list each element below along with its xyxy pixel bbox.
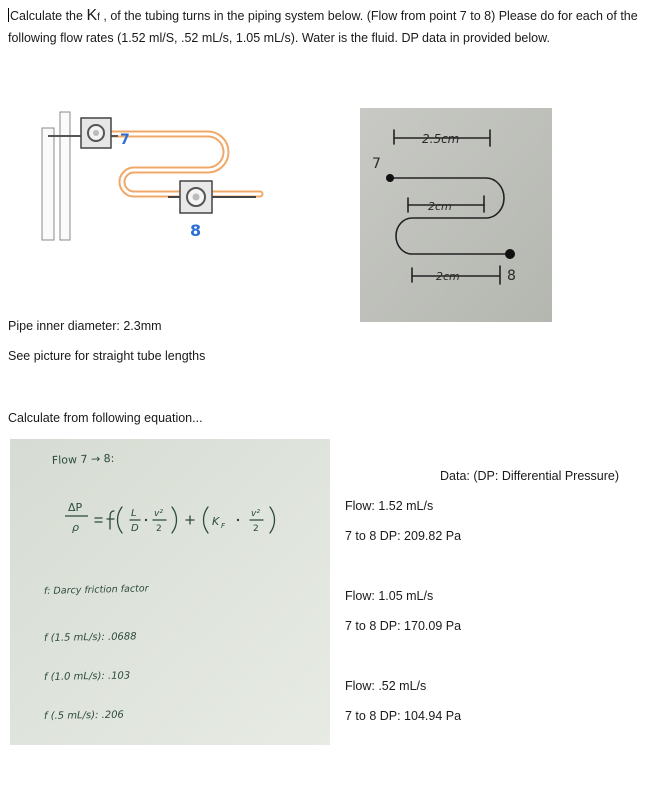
diagram-label-end: 8 [190,221,202,240]
svg-text:D: D [131,523,139,534]
data-dp-3: 7 to 8 DP: 104.94 Pa [345,709,462,723]
question-suffix: , of the tubing turns in the piping system below. (Flow from point 7 to 8) Please do for each of the following flow rates (1.52 ml/S, .52 mL/s, 1.05 mL/s). Water is the fluid. DP data in provided below. [8,9,638,45]
data-title: Data: (DP: Differential Pressure) [440,469,619,483]
sketch-label-start: 7 [372,156,381,172]
svg-text:F: F [221,522,226,530]
question-first-letter: C [10,9,20,23]
friction-factor-0-5: f (.5 mL/s): .206 [43,709,124,722]
sketch-length-top: 2.5cm [422,132,460,146]
data-dp-2: 7 to 8 DP: 170.09 Pa [345,619,462,633]
eq-lhs-denominator: ρ [72,521,79,534]
data-flow-3: Flow: .52 mL/s [345,679,427,693]
sketch-label-end: 8 [507,268,516,284]
svg-text:2: 2 [253,524,259,534]
piping-diagram [38,108,268,243]
svg-text:2: 2 [156,524,162,534]
tube-length-sketch [360,108,552,322]
friction-factor-1-0: f (1.0 mL/s): .103 [43,670,131,683]
kf-symbol: K [86,7,98,24]
svg-text:v²: v² [251,509,260,519]
note-header: Flow 7 → 8: [51,451,115,467]
svg-text:L: L [131,508,137,519]
svg-text:v²: v² [154,509,163,519]
friction-factor-1-5: f (1.5 mL/s): .0688 [43,631,137,644]
equation-note-photo [10,439,330,745]
eq-lhs-numerator: ΔP [68,501,83,514]
sketch-length-bottom: 2cm [436,270,460,283]
straight-lengths-text: See picture for straight tube lengths [8,349,206,363]
friction-factor-definition: f: Darcy friction factor [43,583,149,597]
diagram-label-start: 7 [120,132,130,148]
pipe-diameter-text: Pipe inner diameter: 2.3mm [8,319,162,333]
data-dp-1: 7 to 8 DP: 209.82 Pa [345,529,462,543]
data-flow-2: Flow: 1.05 mL/s [345,589,434,603]
question-text [8,6,638,48]
kf-subscript: f [97,12,100,23]
text-cursor [8,8,9,22]
svg-text:K: K [212,515,220,528]
calc-intro-text: Calculate from following equation... [8,411,203,425]
sketch-length-mid: 2cm [428,200,452,213]
data-flow-1: Flow: 1.52 mL/s [345,499,434,513]
question-prefix: alculate the [19,9,87,23]
